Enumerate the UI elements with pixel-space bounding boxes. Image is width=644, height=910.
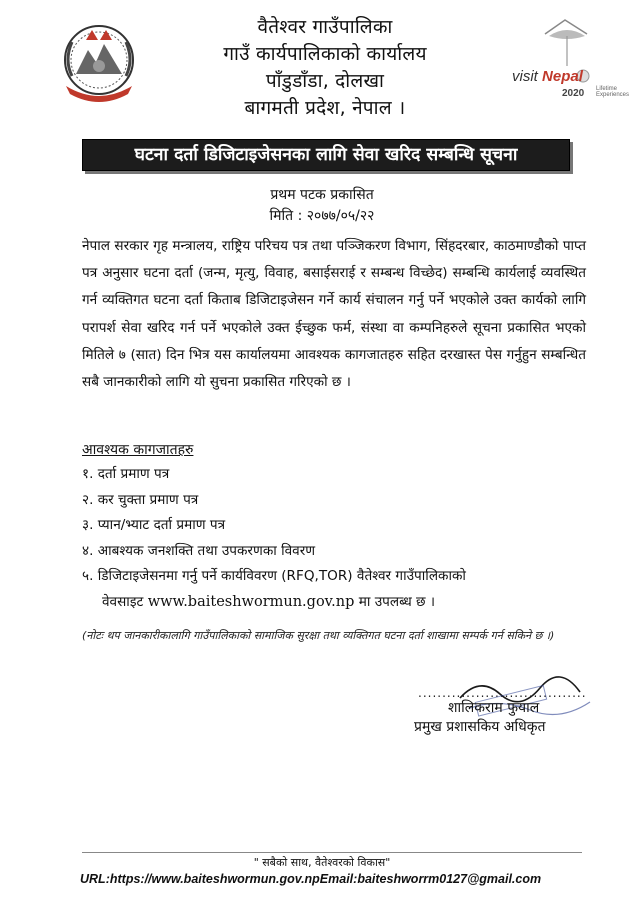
document-item-5-line2 bbox=[82, 590, 592, 616]
document-item-5 bbox=[82, 564, 592, 615]
signature-line: ................................... bbox=[418, 686, 587, 700]
notice-title: घटना दर्ता डिजिटाइजेसनका लागि सेवा खरिद सम्बन्धि सूचना bbox=[82, 139, 570, 171]
footer-contact-url[interactable]: URL:https://www.baiteshwormun.gov.npEmail:baiteshworrm0127@gmail.com bbox=[80, 872, 542, 886]
document-item-2: २. कर चुक्ता प्रमाण पत्र bbox=[82, 491, 199, 508]
visit-nepal-year: 2020 bbox=[562, 88, 585, 99]
org-name: वैतेश्वर गाउँपालिका bbox=[257, 16, 393, 38]
document-item-1: १. दर्ता प्रमाण पत्र bbox=[82, 466, 170, 482]
document-item-4: ४. आबश्यक जनशक्ति तथा उपकरणका विवरण bbox=[82, 542, 316, 559]
signatory-name: शालिकराम फुयाल bbox=[448, 700, 540, 716]
visit-nepal-tagline: Lifetime Experiences bbox=[596, 86, 630, 98]
required-documents-list bbox=[82, 462, 592, 615]
website-link[interactable]: www.baiteshwormun.gov.np bbox=[147, 593, 355, 610]
publication-date: मिति : २०७७/०५/२२ bbox=[269, 208, 375, 224]
website-prefix: वेवसाइट bbox=[102, 593, 144, 610]
visit-word: visit bbox=[512, 68, 538, 85]
org-office: गाउँ कार्यपालिकाको कार्यालय bbox=[223, 43, 427, 65]
org-location: पाँडुडाँडा, दोलखा bbox=[265, 70, 385, 92]
signatory-title: प्रमुख प्रशासकिय अधिकृत bbox=[414, 719, 546, 735]
notice-body: नेपाल सरकार गृह मन्त्रालय, राष्ट्रिय परिचय पत्र तथा पञ्जिकरण विभाग, सिंहदरबार, काठमाण्डौको पाप्त पत्र अनुसार घटना दर्ता (जन्म, मृत्यु, विवाह, बसाईसराई र सम्बन्ध विच्छेद) सम्बन्धि कार्यलाई व्यवस्थित गर्न व्यक्तिगत घटना दर्ता किताब डिजिटाइजेसन गर्ने कार्य संचालन गर्नु पर्ने भएकोले उक्त कार्यको लागि परापर्श सेवा खरिद गर्न पर्ने भएकोले उक्त ईच्छुक फर्म, संस्था वा कम्पनिहरुले सूचना प्रकासित भएको मितिले ७ (सात) दिन भित्र यस कार्यालयमा आवश्यक कागजातहरु सहित दरखास्त पेस गर्नुहुन सम्बन्धित सबै जानकारीको लागि यो सुचना प्रकासित गरिएको छ । bbox=[82, 238, 586, 391]
website-suffix: मा उपलब्ध छ । bbox=[358, 593, 436, 610]
footer-divider bbox=[82, 852, 582, 853]
organization-header bbox=[190, 14, 460, 122]
footer-slogan: " सबैको साथ, वैतेश्वरको विकास" bbox=[253, 856, 391, 869]
document-item-5-line1: ५. डिजिटाइजेसनमा गर्नु पर्ने कार्यविवरण (RFQ,TOR) वैतेश्वर गाउँपालिकाको bbox=[82, 568, 466, 584]
first-publication-label: प्रथम पटक प्रकासित bbox=[270, 187, 374, 203]
nepal-word: Nepal bbox=[542, 68, 583, 85]
nepal-emblem-icon bbox=[58, 16, 140, 108]
document-item-3: ३. प्यान/भ्याट दर्ता प्रमाण पत्र bbox=[82, 517, 226, 533]
contact-note: (नोटः थप जानकारीकालागि गाउँपालिकाको सामाजिक सुरक्षा तथा व्यक्तिगत घटना दर्ता शाखामा सम्पर्क गर्न सकिने छ ।) bbox=[82, 629, 555, 642]
required-documents-heading: आवश्यक कागजातहरु bbox=[82, 442, 194, 458]
org-province: बागमती प्रदेश, नेपाल । bbox=[244, 97, 406, 119]
visit-nepal-logo-text bbox=[512, 68, 583, 85]
